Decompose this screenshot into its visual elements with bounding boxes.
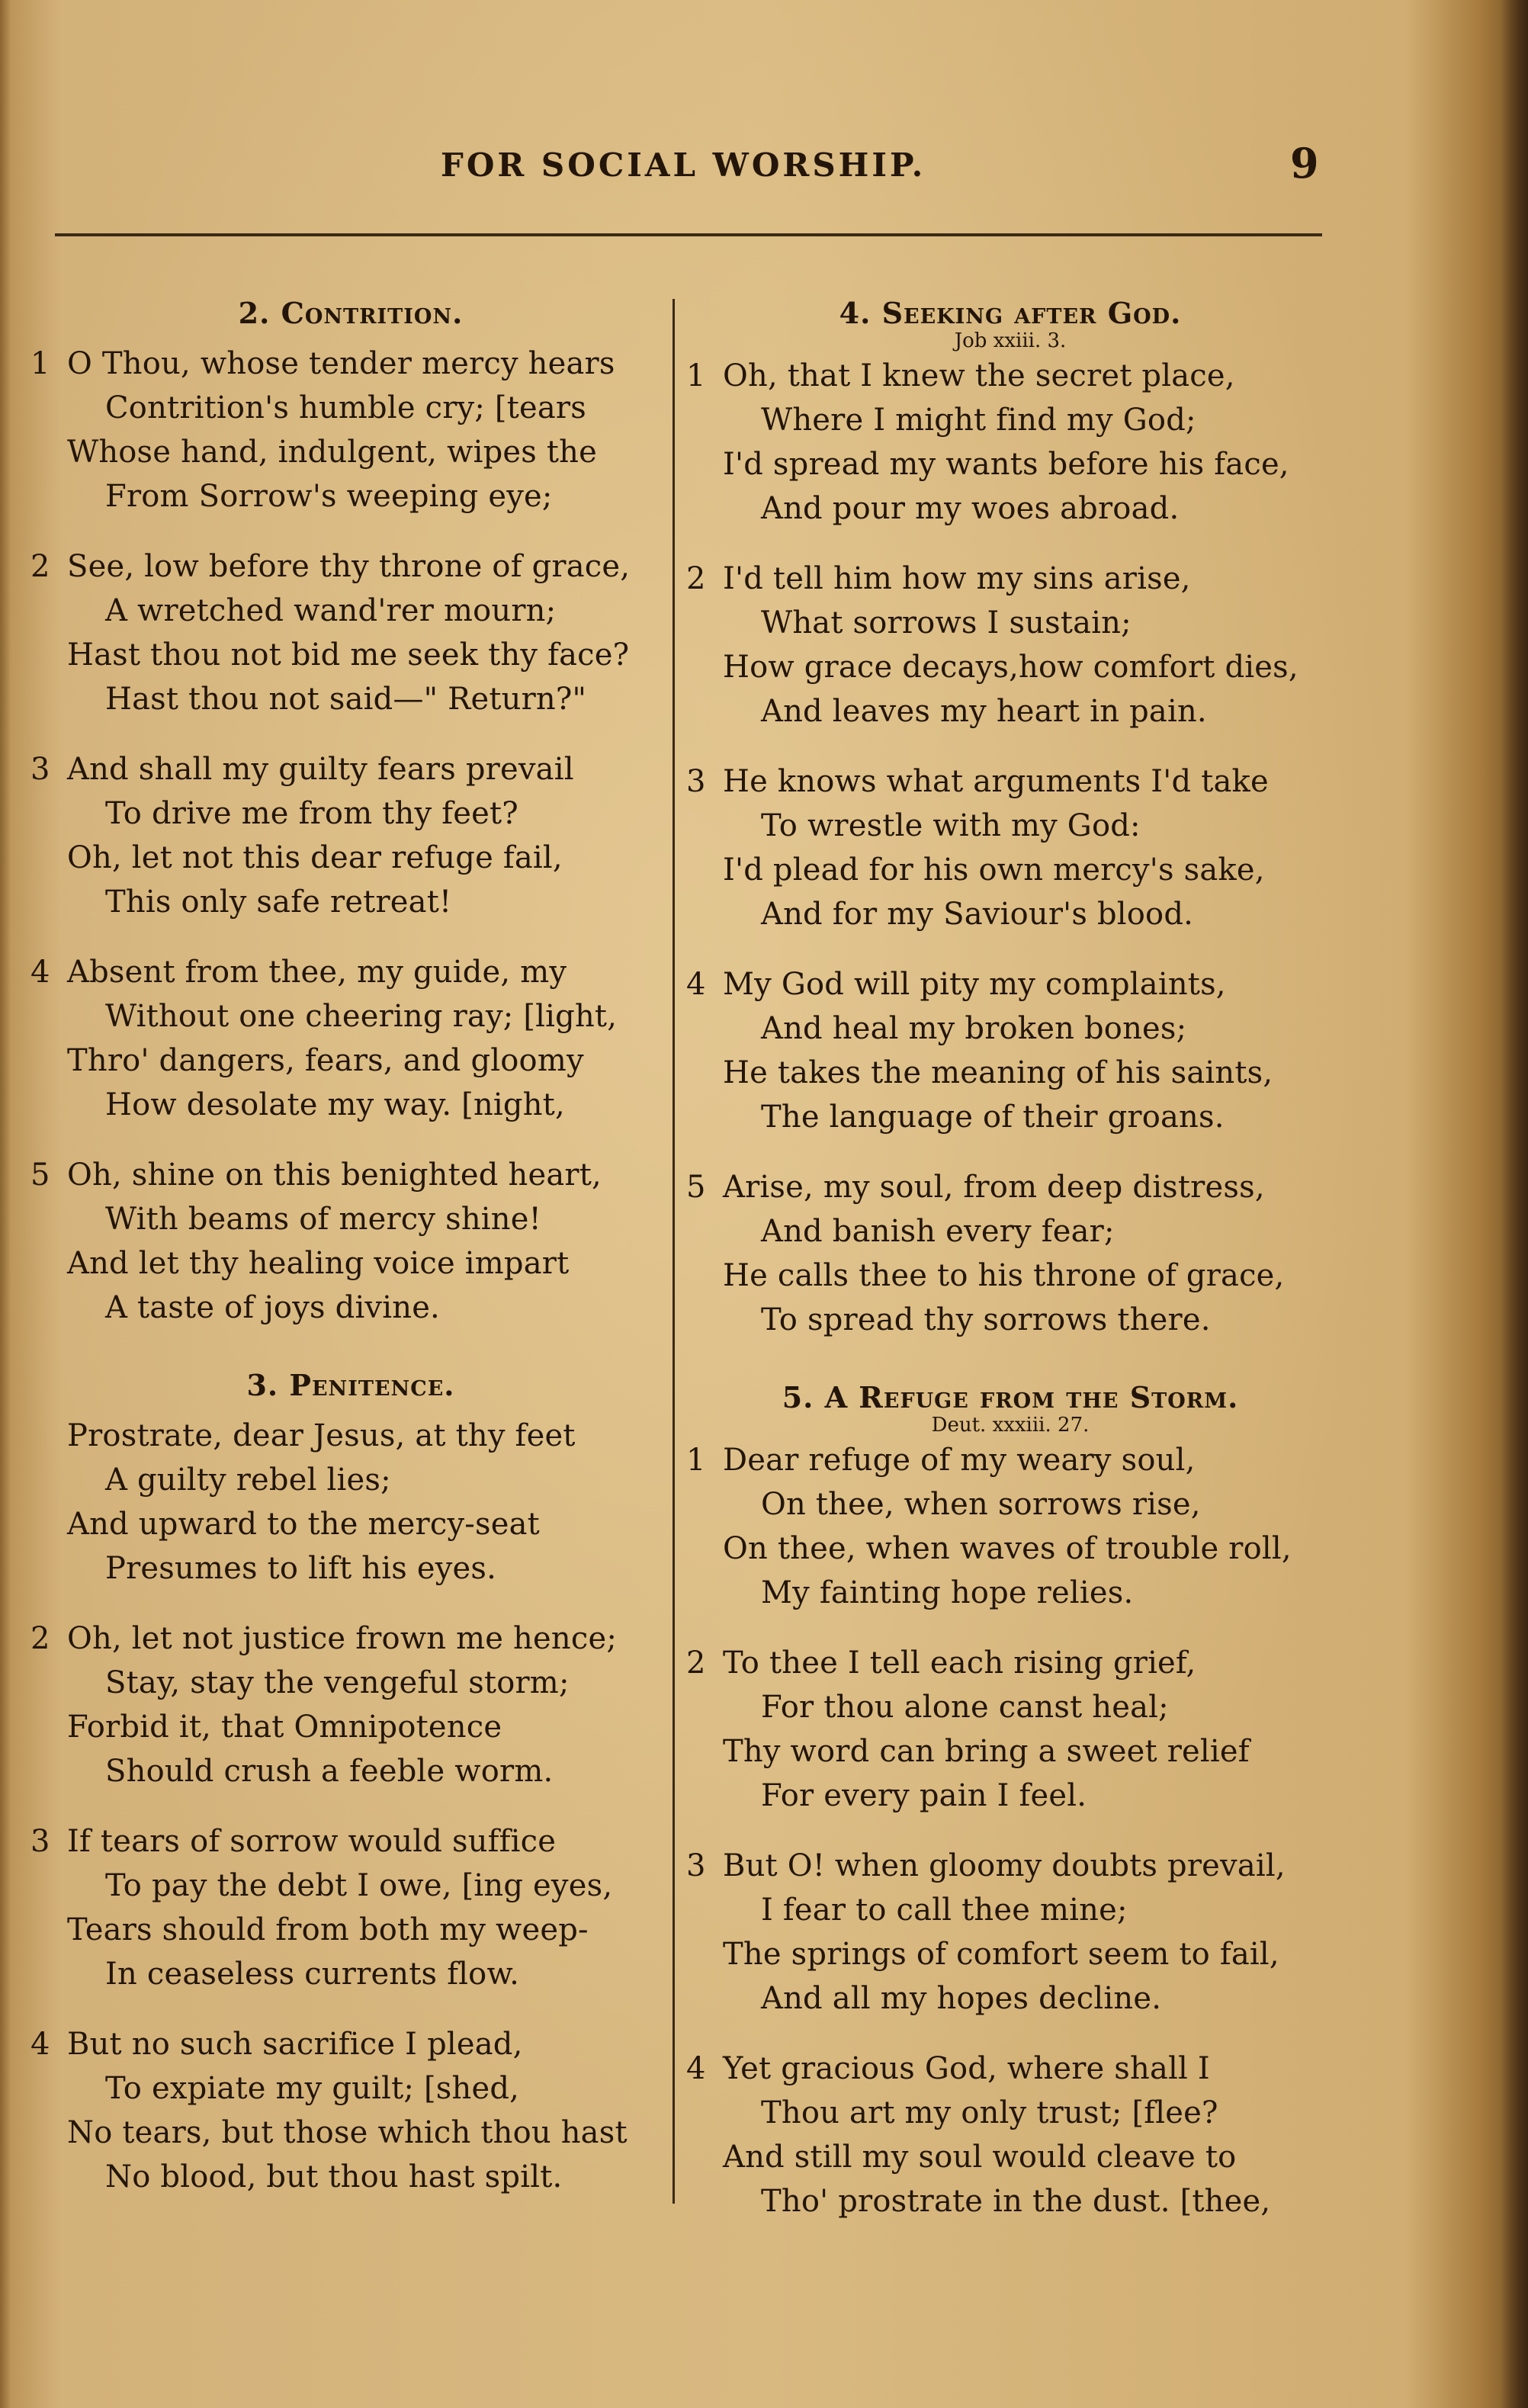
- stanza: [30, 747, 671, 924]
- verse-line: And leaves my heart in pain.: [761, 694, 1207, 729]
- stanza-lines: [723, 557, 1334, 734]
- verse-line: In ceaseless currents flow.: [105, 1957, 520, 1992]
- verse-line: He knows what arguments I'd take: [723, 764, 1269, 799]
- verse-line: But O! when gloomy doubts prevail,: [723, 1848, 1286, 1883]
- verse-line: Where I might find my God;: [761, 403, 1196, 438]
- verse-line: To thee I tell each rising grief,: [723, 1645, 1196, 1681]
- page-header: [0, 139, 1528, 192]
- stanza: [686, 1438, 1334, 1615]
- verse-line: A wretched wand'rer mourn;: [105, 593, 557, 628]
- verse-line: And heal my broken bones;: [761, 1011, 1187, 1046]
- verse-line: Dear refuge of my weary soul,: [723, 1443, 1196, 1478]
- stanza-lines: [67, 1819, 671, 1996]
- stanza-lines: [723, 1844, 1334, 2021]
- verse-line: He takes the meaning of his saints,: [723, 1055, 1273, 1090]
- verse-line: Stay, stay the vengeful storm;: [105, 1665, 570, 1700]
- verse-line: On thee, when waves of trouble roll,: [723, 1531, 1292, 1566]
- verse-line: O Thou, whose tender mercy hears: [67, 346, 615, 381]
- verse-line: Hast thou not bid me seek thy face?: [67, 637, 630, 673]
- verse-line: No blood, but thou hast spilt.: [105, 2159, 563, 2194]
- verse-line: Absent from thee, my guide, my: [67, 955, 567, 990]
- stanza-number: 4: [686, 967, 706, 1002]
- verse-line: If tears of sorrow would suffice: [67, 1824, 557, 1859]
- running-title: FOR SOCIAL WORSHIP.: [441, 146, 926, 184]
- stanza-number: 1: [30, 346, 50, 381]
- stanza-number: 3: [686, 764, 706, 799]
- verse-line: Tears should from both my weep-: [67, 1912, 589, 1947]
- verse-line: Presumes to lift his eyes.: [105, 1551, 497, 1586]
- verse-line: No tears, but those which thou hast: [67, 2115, 628, 2150]
- verse-line: Yet gracious God, where shall I: [723, 2051, 1210, 2086]
- page-number: 9: [1290, 139, 1319, 188]
- scripture-reference: Job xxiii. 3.: [954, 329, 1067, 352]
- hymn: [686, 296, 1334, 1342]
- stanza-lines: [723, 962, 1334, 1139]
- stanza: [30, 342, 671, 519]
- hymn: [30, 1368, 671, 2199]
- verse-line: I'd plead for his own mercy's sake,: [723, 852, 1265, 888]
- right-column: [686, 296, 1334, 2249]
- stanza-number: 4: [30, 2027, 50, 2062]
- verse-line: Whose hand, indulgent, wipes the: [67, 435, 597, 470]
- stanza-number: 2: [686, 561, 706, 596]
- stanza-lines: [723, 2047, 1334, 2223]
- verse-line: But no such sacrifice I plead,: [67, 2027, 523, 2062]
- verse-line: How desolate my way. [night,: [105, 1087, 565, 1122]
- hymn: [686, 1380, 1334, 2223]
- verse-line: For thou alone canst heal;: [761, 1690, 1169, 1725]
- verse-line: Oh, let not this dear refuge fail,: [67, 840, 563, 875]
- stanza: [686, 557, 1334, 734]
- stanza-number: 4: [30, 955, 50, 990]
- stanza-lines: [723, 354, 1334, 531]
- stanza: [686, 962, 1334, 1139]
- stanza-number: 2: [686, 1645, 706, 1681]
- stanza: [30, 2022, 671, 2199]
- verse-line: And for my Saviour's blood.: [761, 897, 1194, 932]
- stanza-number: 3: [686, 1848, 706, 1883]
- verse-line: What sorrows I sustain;: [761, 605, 1132, 641]
- header-rule: [55, 233, 1322, 236]
- stanza-lines: [723, 759, 1334, 936]
- stanza: [686, 2047, 1334, 2223]
- stanza: [30, 1153, 671, 1330]
- verse-line: And let thy healing voice impart: [67, 1246, 570, 1281]
- verse-line: Oh, shine on this benighted heart,: [67, 1157, 602, 1193]
- verse-line: Contrition's humble cry; [tears: [105, 390, 586, 425]
- page-edge-shadow: [1501, 0, 1528, 2408]
- verse-line: On thee, when sorrows rise,: [761, 1487, 1201, 1522]
- verse-line: I'd spread my wants before his face,: [723, 447, 1289, 482]
- stanza: [686, 354, 1334, 531]
- left-column: [30, 296, 671, 2225]
- stanza: [30, 1414, 671, 1591]
- verse-line: With beams of mercy shine!: [105, 1202, 541, 1237]
- stanza: [30, 1617, 671, 1793]
- stanza: [30, 544, 671, 721]
- stanza-lines: [723, 1641, 1334, 1818]
- stanza-lines: [67, 2022, 671, 2199]
- stanza: [686, 1641, 1334, 1818]
- verse-line: To spread thy sorrows there.: [761, 1302, 1211, 1337]
- stanza: [686, 759, 1334, 936]
- stanza-number: 3: [30, 752, 50, 787]
- stanza-number: 2: [30, 1621, 50, 1656]
- stanza-lines: [67, 1617, 671, 1793]
- verse-line: The springs of comfort seem to fail,: [723, 1937, 1279, 1972]
- verse-line: Should crush a feeble worm.: [105, 1754, 554, 1789]
- verse-line: To wrestle with my God:: [761, 808, 1141, 843]
- verse-line: My God will pity my complaints,: [723, 967, 1226, 1002]
- stanza-number: 1: [686, 1443, 706, 1478]
- verse-line: Oh, that I knew the secret place,: [723, 358, 1235, 393]
- verse-line: Oh, let not justice frown me hence;: [67, 1621, 618, 1656]
- stanza-number: 1: [686, 358, 706, 393]
- stanza-number: [30, 1414, 67, 1591]
- verse-line: And banish every fear;: [761, 1214, 1115, 1249]
- stanza-lines: [67, 950, 671, 1127]
- stanza-number: 5: [686, 1170, 706, 1205]
- page-gutter: [0, 0, 11, 2408]
- verse-line: Forbid it, that Omnipotence: [67, 1710, 502, 1745]
- stanza: [30, 950, 671, 1127]
- verse-line: Without one cheering ray; [light,: [105, 999, 618, 1034]
- verse-line: And still my soul would cleave to: [723, 2140, 1237, 2175]
- verse-line: To drive me from thy feet?: [105, 796, 518, 831]
- verse-line: And all my hopes decline.: [761, 1981, 1162, 2016]
- verse-line: And shall my guilty fears prevail: [67, 752, 574, 787]
- hymn-title: 2. Contrition.: [238, 296, 464, 330]
- verse-line: Prostrate, dear Jesus, at thy feet: [67, 1418, 576, 1453]
- stanza-lines: [67, 544, 671, 721]
- verse-line: From Sorrow's weeping eye;: [105, 479, 553, 514]
- verse-line: And upward to the mercy-seat: [67, 1507, 540, 1542]
- verse-line: Thou art my only trust; [flee?: [761, 2095, 1218, 2130]
- verse-line: Hast thou not said—" Return?": [105, 682, 587, 717]
- verse-line: This only safe retreat!: [105, 885, 452, 920]
- verse-line: I'd tell him how my sins arise,: [723, 561, 1191, 596]
- stanza: [686, 1844, 1334, 2021]
- stanza: [30, 1819, 671, 1996]
- column-divider: [673, 299, 675, 2204]
- hymn-title: 4. Seeking after God.: [839, 296, 1182, 330]
- verse-line: My fainting hope relies.: [761, 1575, 1134, 1610]
- stanza-lines: [67, 342, 671, 519]
- verse-line: Arise, my soul, from deep distress,: [723, 1170, 1265, 1205]
- verse-line: Tho' prostrate in the dust. [thee,: [761, 2184, 1271, 2219]
- verse-line: A taste of joys divine.: [105, 1290, 440, 1325]
- stanza-lines: [67, 1414, 671, 1591]
- stanza-lines: [723, 1438, 1334, 1615]
- verse-line: To pay the debt I owe, [ing eyes,: [105, 1868, 613, 1903]
- hymn-title: 5. A Refuge from the Storm.: [782, 1380, 1239, 1414]
- verse-line: And pour my woes abroad.: [761, 491, 1180, 526]
- stanza-number: 4: [686, 2051, 706, 2086]
- stanza-number: 5: [30, 1157, 50, 1193]
- verse-line: Thy word can bring a sweet relief: [723, 1734, 1250, 1769]
- stanza: [686, 1165, 1334, 1342]
- stanza-lines: [67, 747, 671, 924]
- hymn-title: 3. Penitence.: [246, 1368, 455, 1402]
- verse-line: How grace decays,how comfort dies,: [723, 650, 1298, 685]
- stanza-lines: [67, 1153, 671, 1330]
- verse-line: He calls thee to his throne of grace,: [723, 1258, 1285, 1293]
- hymn: [30, 296, 671, 1330]
- verse-line: A guilty rebel lies;: [105, 1462, 391, 1498]
- verse-line: I fear to call thee mine;: [761, 1893, 1128, 1928]
- verse-line: For every pain I feel.: [761, 1778, 1087, 1813]
- stanza-number: 2: [30, 549, 50, 584]
- verse-line: Thro' dangers, fears, and gloomy: [67, 1043, 584, 1078]
- verse-line: See, low before thy throne of grace,: [67, 549, 631, 584]
- stanza-number: 3: [30, 1824, 50, 1859]
- verse-line: To expiate my guilt; [shed,: [105, 2071, 520, 2106]
- scripture-reference: Deut. xxxiii. 27.: [931, 1414, 1090, 1437]
- stanza-lines: [723, 1165, 1334, 1342]
- verse-line: The language of their groans.: [761, 1100, 1225, 1135]
